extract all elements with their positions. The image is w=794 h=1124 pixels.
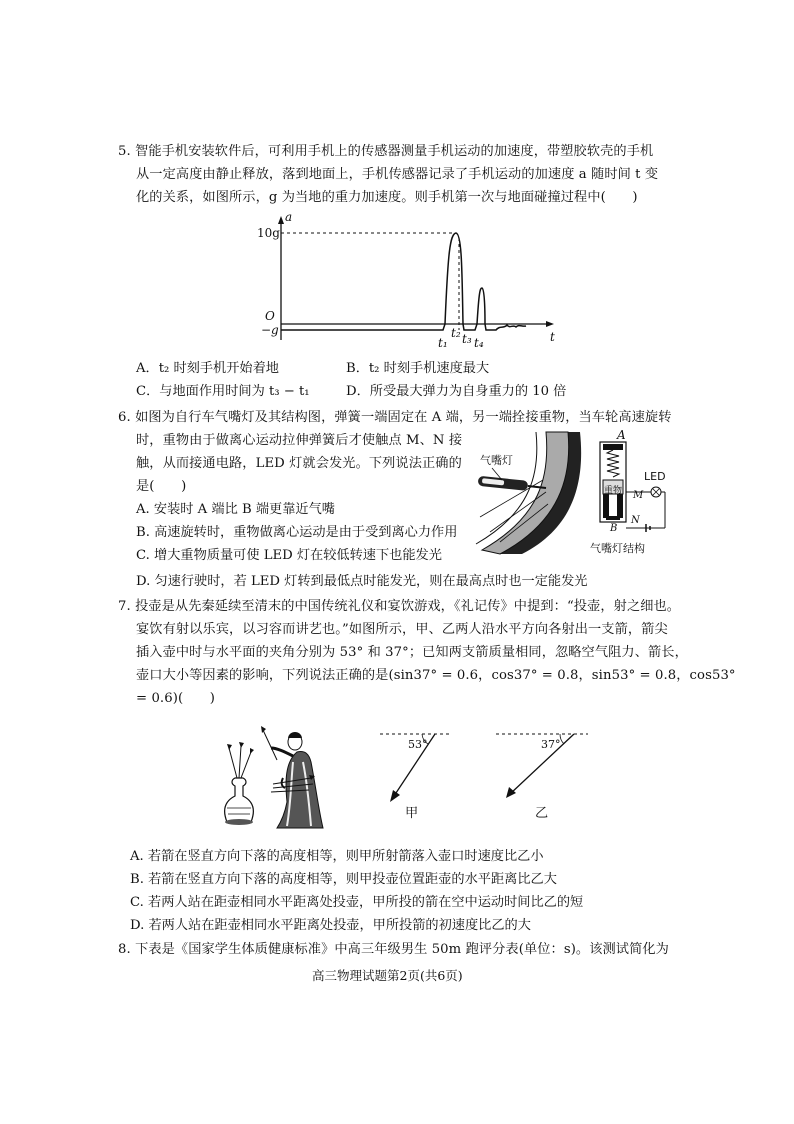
q6-line-3: 触，从而接通电路，LED 灯就会发光。下列说法正确的 xyxy=(136,456,462,471)
q6-line-4: 是( ) xyxy=(136,479,187,494)
q6-line-2: 时，重物由于做离心运动拉伸弹簧后才使触点 M、N 接 xyxy=(136,433,463,448)
q5-option-c[interactable]: C．与地面作用时间为 t₃ − t₁ xyxy=(136,384,310,399)
q7-option-b[interactable]: B. 若箭在竖直方向下落的高度相等，则甲投壶位置距壶的水平距离比乙大 xyxy=(130,872,557,887)
q7-line-2: 宴饮有射以乐宾，以习容而讲艺也。”如图所示，甲、乙两人沿水平方向各射出一支箭，箭尖 xyxy=(136,622,668,637)
q6-option-d[interactable]: D. 匀速行驶时，若 LED 灯转到最低点时能发光，则在最高点时也一定能发光 xyxy=(136,574,588,589)
label-b: B xyxy=(610,523,618,534)
q6-option-a[interactable]: A. 安装时 A 端比 B 端更靠近气嘴 xyxy=(136,502,335,517)
q6-option-c[interactable]: C. 增大重物质量可使 LED 灯在较低转速下也能发光 xyxy=(136,548,442,563)
q6-line-1: 6. 如图为自行车气嘴灯及其结构图，弹簧一端固定在 A 端，另一端拴接重物，当车轮高速旋转 xyxy=(118,410,672,425)
y-axis-label: a xyxy=(285,210,293,224)
q5-option-a[interactable]: A．t₂ 时刻手机开始着地 xyxy=(136,361,279,376)
q7-line-4: 壶口大小等因素的影响，下列说法正确的是(sin37° = 0.6，cos37° = 0.8，sin53° = 0.8，cos53° xyxy=(136,668,736,683)
x-axis-label: t xyxy=(550,330,555,344)
acceleration-time-graph xyxy=(250,212,560,352)
q5-option-b[interactable]: B．t₂ 时刻手机速度最大 xyxy=(346,361,490,376)
q7-option-d[interactable]: D. 若两人站在距壶相同水平距离处投壶，甲所投箭的初速度比乙的大 xyxy=(130,918,531,933)
q7-line-5: = 0.6)( ) xyxy=(136,691,216,706)
label-n: N xyxy=(631,515,640,526)
q5-line-1: 5. 智能手机安装软件后，可利用手机上的传感器测量手机运动的加速度，带塑胶软壳的手机 xyxy=(118,144,654,159)
structure-caption: 气嘴灯结构 xyxy=(590,542,645,555)
q7-line-1: 7. 投壶是从先秦延续至清末的中国传统礼仪和宴饮游戏，《礼记传》中提到：“投壶，射之细也。 xyxy=(118,599,681,614)
valve-light-label: 气嘴灯 xyxy=(480,454,513,467)
label-a: A xyxy=(617,428,626,442)
weight-label: 重物 xyxy=(604,486,623,496)
t2-label: t₂ xyxy=(451,326,461,340)
origin-label: O xyxy=(265,309,275,323)
q8-line-1: 8. 下表是《国家学生体质健康标准》中高三年级男生 50m 跑评分表(单位：s)。该测试简化为 xyxy=(118,942,669,957)
touhu-illustration xyxy=(215,722,345,832)
q5-line-2: 从一定高度由静止释放，落到地面上，手机传感器记录了手机运动的加速度 a 随时间 t 变 xyxy=(136,167,659,182)
q7-line-3: 插入壶中时与水平面的夹角分别为 53° 和 37°；已知两支箭质量相同，忽略空气阻力、箭长， xyxy=(136,645,688,660)
neg-g-label: −g xyxy=(261,323,279,337)
t3-label: t₃ xyxy=(462,332,472,346)
label-jia: 甲 xyxy=(405,806,419,821)
angle-jia-label: 53° xyxy=(408,738,428,751)
q7-option-c[interactable]: C. 若两人站在距壶相同水平距离处投壶，甲所投的箭在空中运动时间比乙的短 xyxy=(130,895,584,910)
t1-label: t₁ xyxy=(438,336,448,350)
label-m: M xyxy=(633,490,644,501)
q5-option-d[interactable]: D．所受最大弹力为自身重力的 10 倍 xyxy=(346,384,567,399)
page-footer: 高三物理试题第2页(共6页) xyxy=(312,968,463,983)
t4-label: t₄ xyxy=(474,336,484,350)
q6-option-b[interactable]: B. 高速旋转时，重物做离心运动是由于受到离心力作用 xyxy=(136,525,458,540)
q7-option-a[interactable]: A. 若箭在竖直方向下落的高度相等，则甲所射箭落入壶口时速度比乙小 xyxy=(130,849,544,864)
label-yi: 乙 xyxy=(535,806,549,821)
q5-line-3: 化的关系，如图所示，g 为当地的重力加速度。则手机第一次与地面碰撞过程中( ) xyxy=(136,190,638,205)
led-label: LED xyxy=(644,470,666,483)
angle-yi-label: 37° xyxy=(541,738,561,751)
ten-g-label: 10g xyxy=(257,226,280,240)
